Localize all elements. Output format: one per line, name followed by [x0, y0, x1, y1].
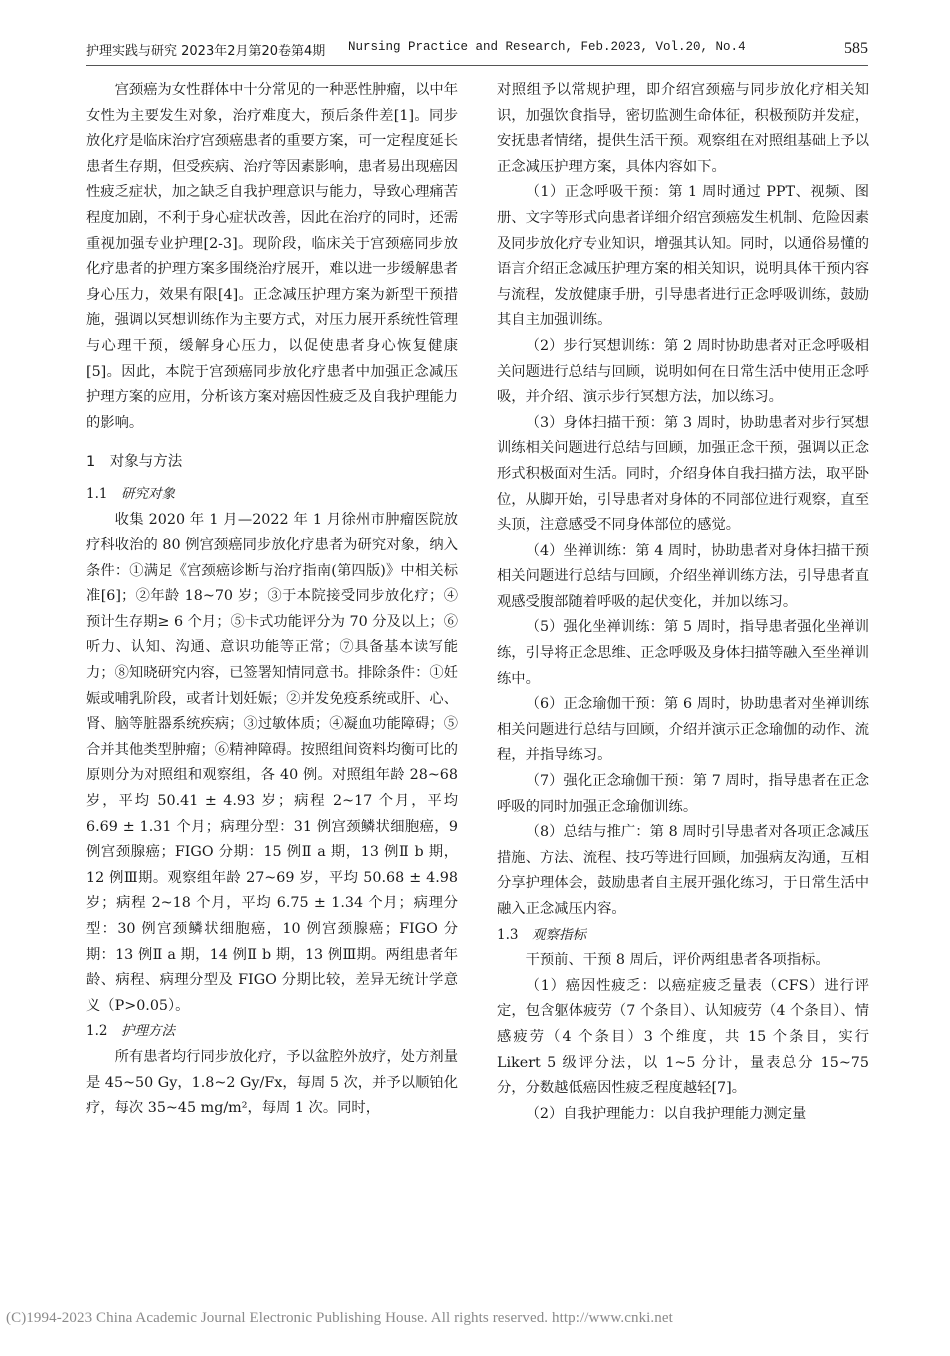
journal-title-en: Nursing Practice and Research, Feb.2023, Vol.20, No.4: [348, 40, 746, 54]
subsection-heading: [497, 923, 869, 949]
journal-title-cn: 护理实践与研究 2023年2月第20卷第4期: [86, 44, 326, 59]
page-number: 585: [844, 40, 868, 57]
left-column: [86, 78, 458, 1122]
body-paragraph: （1）正念呼吸干预：第 1 周时通过 PPT、视频、图册、文字等形式向患者详细介绍宫颈癌发生机制、危险因素及同步放化疗专业知识，增强其认知。同时，以通俗易懂的语言介绍正念减压护理方案的相关知识，说明具体干预内容与流程，发放健康手册，引导患者进行正念呼吸训练，鼓励其自主加强训练。: [497, 184, 869, 329]
right-column: [497, 78, 869, 1127]
body-paragraph: （2）自我护理能力：以自我护理能力测定量: [525, 1105, 807, 1122]
subsection-title: 观察指标: [531, 926, 586, 943]
subsection-title: 护理方法: [120, 1023, 175, 1040]
body-paragraph: 干预前、干预 8 周后，评价两组患者各项指标。: [525, 952, 830, 969]
subsection-heading: [86, 482, 458, 508]
body-paragraph: （3）身体扫描干预：第 3 周时，协助患者对步行冥想训练相关问题进行总结与回顾，加强正念干预，强调以正念形式积极面对生活。同时，介绍身体自我扫描方法，取平卧位，从脚开始，引导患者对身体的不同部位进行观察，直至头顶，注意感受不同身体部位的感觉。: [497, 414, 869, 534]
subsection-title: 研究对象: [120, 485, 175, 502]
body-paragraph: （7）强化正念瑜伽干预：第 7 周时，指导患者在正念呼吸的同时加强正念瑜伽训练。: [497, 773, 869, 815]
running-header: [86, 40, 868, 62]
body-paragraph: （2）步行冥想训练：第 2 周时协助患者对正念呼吸相关问题进行总结与回顾，说明如何在日常生活中使用正念呼吸，并介绍、演示步行冥想方法，加以练习。: [497, 337, 869, 406]
subsection-number: 1.3: [497, 926, 532, 943]
body-paragraph: （8）总结与推广：第 8 周时引导患者对各项正念减压措施、方法、流程、技巧等进行回顾，加强病友沟通，互相分享护理体会，鼓励患者自主展开强化练习，于日常生活中融入正念减压内容。: [497, 824, 869, 917]
body-paragraph: （4）坐禅训练：第 4 周时，协助患者对身体扫描干预相关问题进行总结与回顾，介绍坐禅训练方法，引导患者直观感受腹部随着呼吸的起伏变化，并加以练习。: [497, 542, 869, 610]
header-rule: [86, 65, 868, 66]
body-paragraph: 对照组予以常规护理，即介绍宫颈癌与同步放化疗相关知识，加强饮食指导，密切监测生命体征，积极预防并发症，安抚患者情绪，提供生活干预。观察组在对照组基础上予以正念减压护理方案，具体内容如下。: [497, 82, 869, 175]
subsection-number: 1.2: [86, 1023, 121, 1040]
body-paragraph: 所有患者均行同步放化疗，予以盆腔外放疗，处方剂量是 45~50 Gy，1.8~2 Gy/Fx，每周 5 次，并予以顺铂化疗，每次 35~45 mg/m²，每周 1 次。同时，: [86, 1048, 458, 1117]
copyright-footer: (C)1994-2023 China Academic Journal Electronic Publishing House. All rights reserved. http://www.cnki.net: [6, 1310, 673, 1326]
section-heading: 1 对象与方法: [86, 454, 183, 471]
subsection-number: 1.1: [86, 485, 121, 502]
subsection-heading: [86, 1019, 458, 1045]
body-paragraph: （1）癌因性疲乏：以癌症疲乏量表（CFS）进行评定，包含躯体疲劳（7 个条目）、认知疲劳（4 个条目）、情感疲劳（4 个条目）3 个维度，共 15 个条目，实行 Likert 5 级评分法，以 1~5 分计，量表总分 15~75 分，分数越低癌因性疲乏程度越轻[7]。: [497, 977, 869, 1097]
body-paragraph: （5）强化坐禅训练：第 5 周时，指导患者强化坐禅训练，引导将正念思维、正念呼吸及身体扫描等融入至坐禅训练中。: [497, 619, 869, 687]
body-paragraph: （6）正念瑜伽干预：第 6 周时，协助患者对坐禅训练相关问题进行总结与回顾，介绍并演示正念瑜伽的动作、流程，并指导练习。: [497, 696, 869, 764]
body-paragraph: 宫颈癌为女性群体中十分常见的一种恶性肿瘤，以中年女性为主要发生对象，治疗难度大，预后条件差[1]。同步放化疗是临床治疗宫颈癌患者的重要方案，可一定程度延长患者生存期，但受疾病、治疗等因素影响，患者易出现癌因性疲乏症状，加之缺乏自我护理意识与能力，导致心理痛苦程度加剧，不利于身心症状改善，因此在治疗的同时，还需重视加强专业护理[2-3]。现阶段，临床关于宫颈癌同步放化疗患者的护理方案多围绕治疗展开，难以进一步缓解患者身心压力，效果有限[4]。正念减压护理方案为新型干预措施，强调以冥想训练作为主要方式，对压力展开系统性管理与心理干预，缓解身心压力，以促使患者身心恢复健康[5]。因此，本院于宫颈癌同步放化疗患者中加强正念减压护理方案的应用，分析该方案对癌因性疲乏及自我护理能力的影响。: [86, 82, 458, 431]
body-paragraph: 收集 2020 年 1 月—2022 年 1 月徐州市肿瘤医院放疗科收治的 80 例宫颈癌同步放化疗患者为研究对象，纳入条件：①满足《宫颈癌诊断与治疗指南(第四版)》中相关标准[6]；②年龄 18~70 岁；③于本院接受同步放化疗；④预计生存期≥ 6 个月；⑤卡式功能评分为 70 分及以上；⑥听力、认知、沟通、意识功能等正常；⑦具备基本读写能力；⑧知晓研究内容，已签署知情同意书。排除条件：①妊娠或哺乳阶段，或者计划妊娠；②并发免疫系统或肝、心、肾、脑等脏器系统疾病；③过敏体质；④凝血功能障碍；⑤合并其他类型肿瘤；⑥精神障碍。按照组间资料均衡可比的原则分为对照组和观察组，各 40 例。对照组年龄 28~68 岁，平均 50.41 ± 4.93 岁；病程 2~17 个月，平均 6.69 ± 1.31 个月；病理分型：31 例宫颈鳞状细胞癌，9 例宫颈腺癌；FIGO 分期：15 例Ⅱ a 期，13 例Ⅱ b 期，12 例Ⅲ期。观察组年龄 27~69 岁，平均 50.68 ± 4.98 岁；病程 2~18 个月，平均 6.75 ± 1.34 个月；病理分型：30 例宫颈鳞状细胞癌，10 例宫颈腺癌；FIGO 分期：13 例Ⅱ a 期，14 例Ⅱ b 期，13 例Ⅲ期。两组患者年龄、病程、病理分型及 FIGO 分期比较，差异无统计学意义（P>0.05）。: [86, 511, 458, 1014]
